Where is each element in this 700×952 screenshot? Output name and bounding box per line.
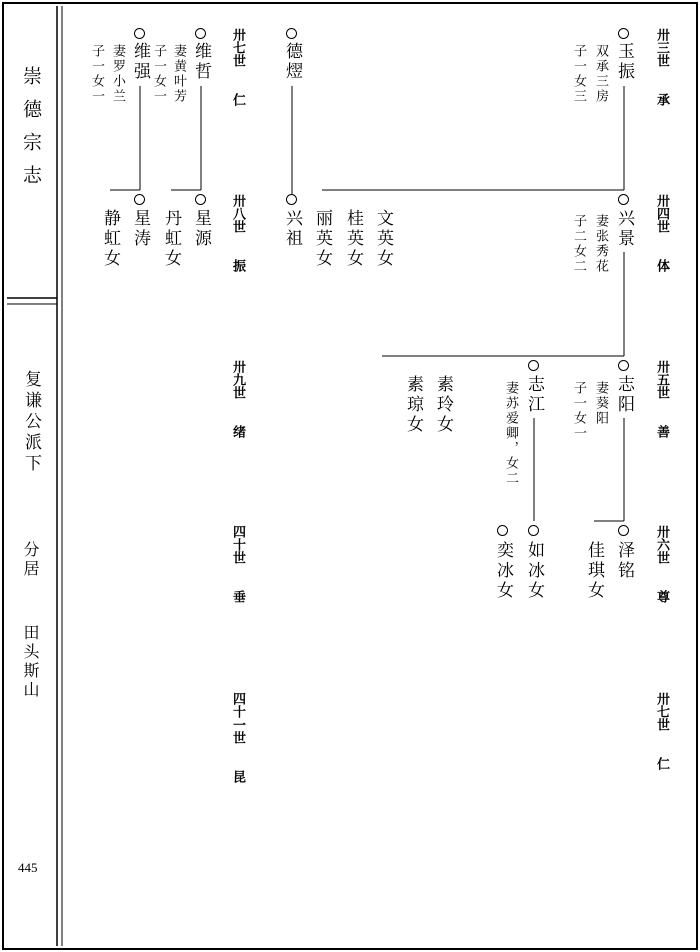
daughter-name: 文英女 (373, 209, 393, 269)
person-name: 泽铭 (614, 541, 634, 581)
person-name: 德熤 (282, 42, 302, 82)
daughter-name: 素琼女 (403, 375, 423, 435)
daughter-name: 素玲女 (433, 375, 453, 435)
person-marker (618, 360, 629, 371)
generation-char: 绪 (230, 425, 245, 438)
person-marker (195, 194, 206, 205)
generation-label: 四十一世 (230, 692, 245, 744)
person-children: 子一女三 (571, 44, 586, 104)
daughter-name: 佳琪女 (584, 541, 604, 601)
generation-char: 仁 (230, 93, 245, 106)
person-marker (286, 28, 297, 39)
place-name: 田头斯山 (21, 624, 40, 700)
generation-char: 善 (654, 425, 669, 438)
person-marker (618, 28, 629, 39)
branch-title: 复谦公派下 (21, 370, 41, 475)
generation-label: 卅四世 (654, 194, 669, 233)
generation-char: 承 (654, 93, 669, 106)
person-name: 玉振 (614, 42, 634, 82)
generation-label: 卅三世 (654, 28, 669, 67)
generation-label: 卅九世 (230, 360, 245, 399)
book-title: 崇德宗志 (20, 66, 42, 198)
person-children: 子二女二 (571, 214, 586, 274)
person-children: 子一女一 (151, 44, 166, 104)
person-spouse: 妻葵阳 (593, 381, 608, 426)
person-spouse: 妻苏爱卿，女二 (503, 381, 518, 486)
person-marker (195, 28, 206, 39)
page-number: 445 (18, 860, 38, 875)
person-marker (134, 194, 145, 205)
person-name: 志阳 (614, 375, 634, 415)
daughter-name: 丽英女 (312, 209, 332, 269)
daughter-name: 奕冰女 (493, 541, 513, 601)
section-label: 分居 (21, 541, 40, 579)
person-name: 兴景 (614, 209, 634, 249)
generation-label: 卅七世 (230, 28, 245, 67)
person-name: 星源 (191, 209, 211, 249)
generation-label: 卅七世 (654, 692, 669, 731)
person-marker (497, 525, 508, 536)
generation-label: 卅八世 (230, 194, 245, 233)
generation-char: 振 (230, 259, 245, 272)
person-marker (286, 194, 297, 205)
generation-char: 体 (654, 259, 669, 272)
generation-char: 尊 (654, 590, 669, 603)
generation-char: 仁 (654, 757, 669, 770)
generation-label: 卅五世 (654, 360, 669, 399)
person-note: 双承三房 (593, 44, 608, 104)
person-spouse: 妻罗小兰 (110, 44, 125, 104)
person-name: 维强 (130, 42, 150, 82)
person-children: 子一女一 (89, 44, 104, 104)
person-name: 维哲 (191, 42, 211, 82)
generation-char: 昆 (230, 770, 245, 783)
person-marker (618, 194, 629, 205)
generation-label: 四十世 (230, 525, 245, 564)
person-spouse: 妻黄叶芳 (171, 44, 186, 104)
generation-char: 垂 (230, 590, 245, 603)
person-marker (618, 525, 629, 536)
daughter-name: 静虹女 (100, 209, 120, 269)
daughter-name: 丹虹女 (161, 209, 181, 269)
daughter-name: 桂英女 (343, 209, 363, 269)
generation-label: 卅六世 (654, 525, 669, 564)
person-spouse: 妻张秀花 (593, 214, 608, 274)
person-children: 子一女一 (571, 381, 586, 441)
person-name: 兴祖 (282, 209, 302, 249)
person-name: 志江 (524, 375, 544, 415)
person-marker (528, 360, 539, 371)
daughter-name: 如冰女 (524, 541, 544, 601)
person-marker (134, 28, 145, 39)
person-name: 星涛 (130, 209, 150, 249)
person-marker (528, 525, 539, 536)
